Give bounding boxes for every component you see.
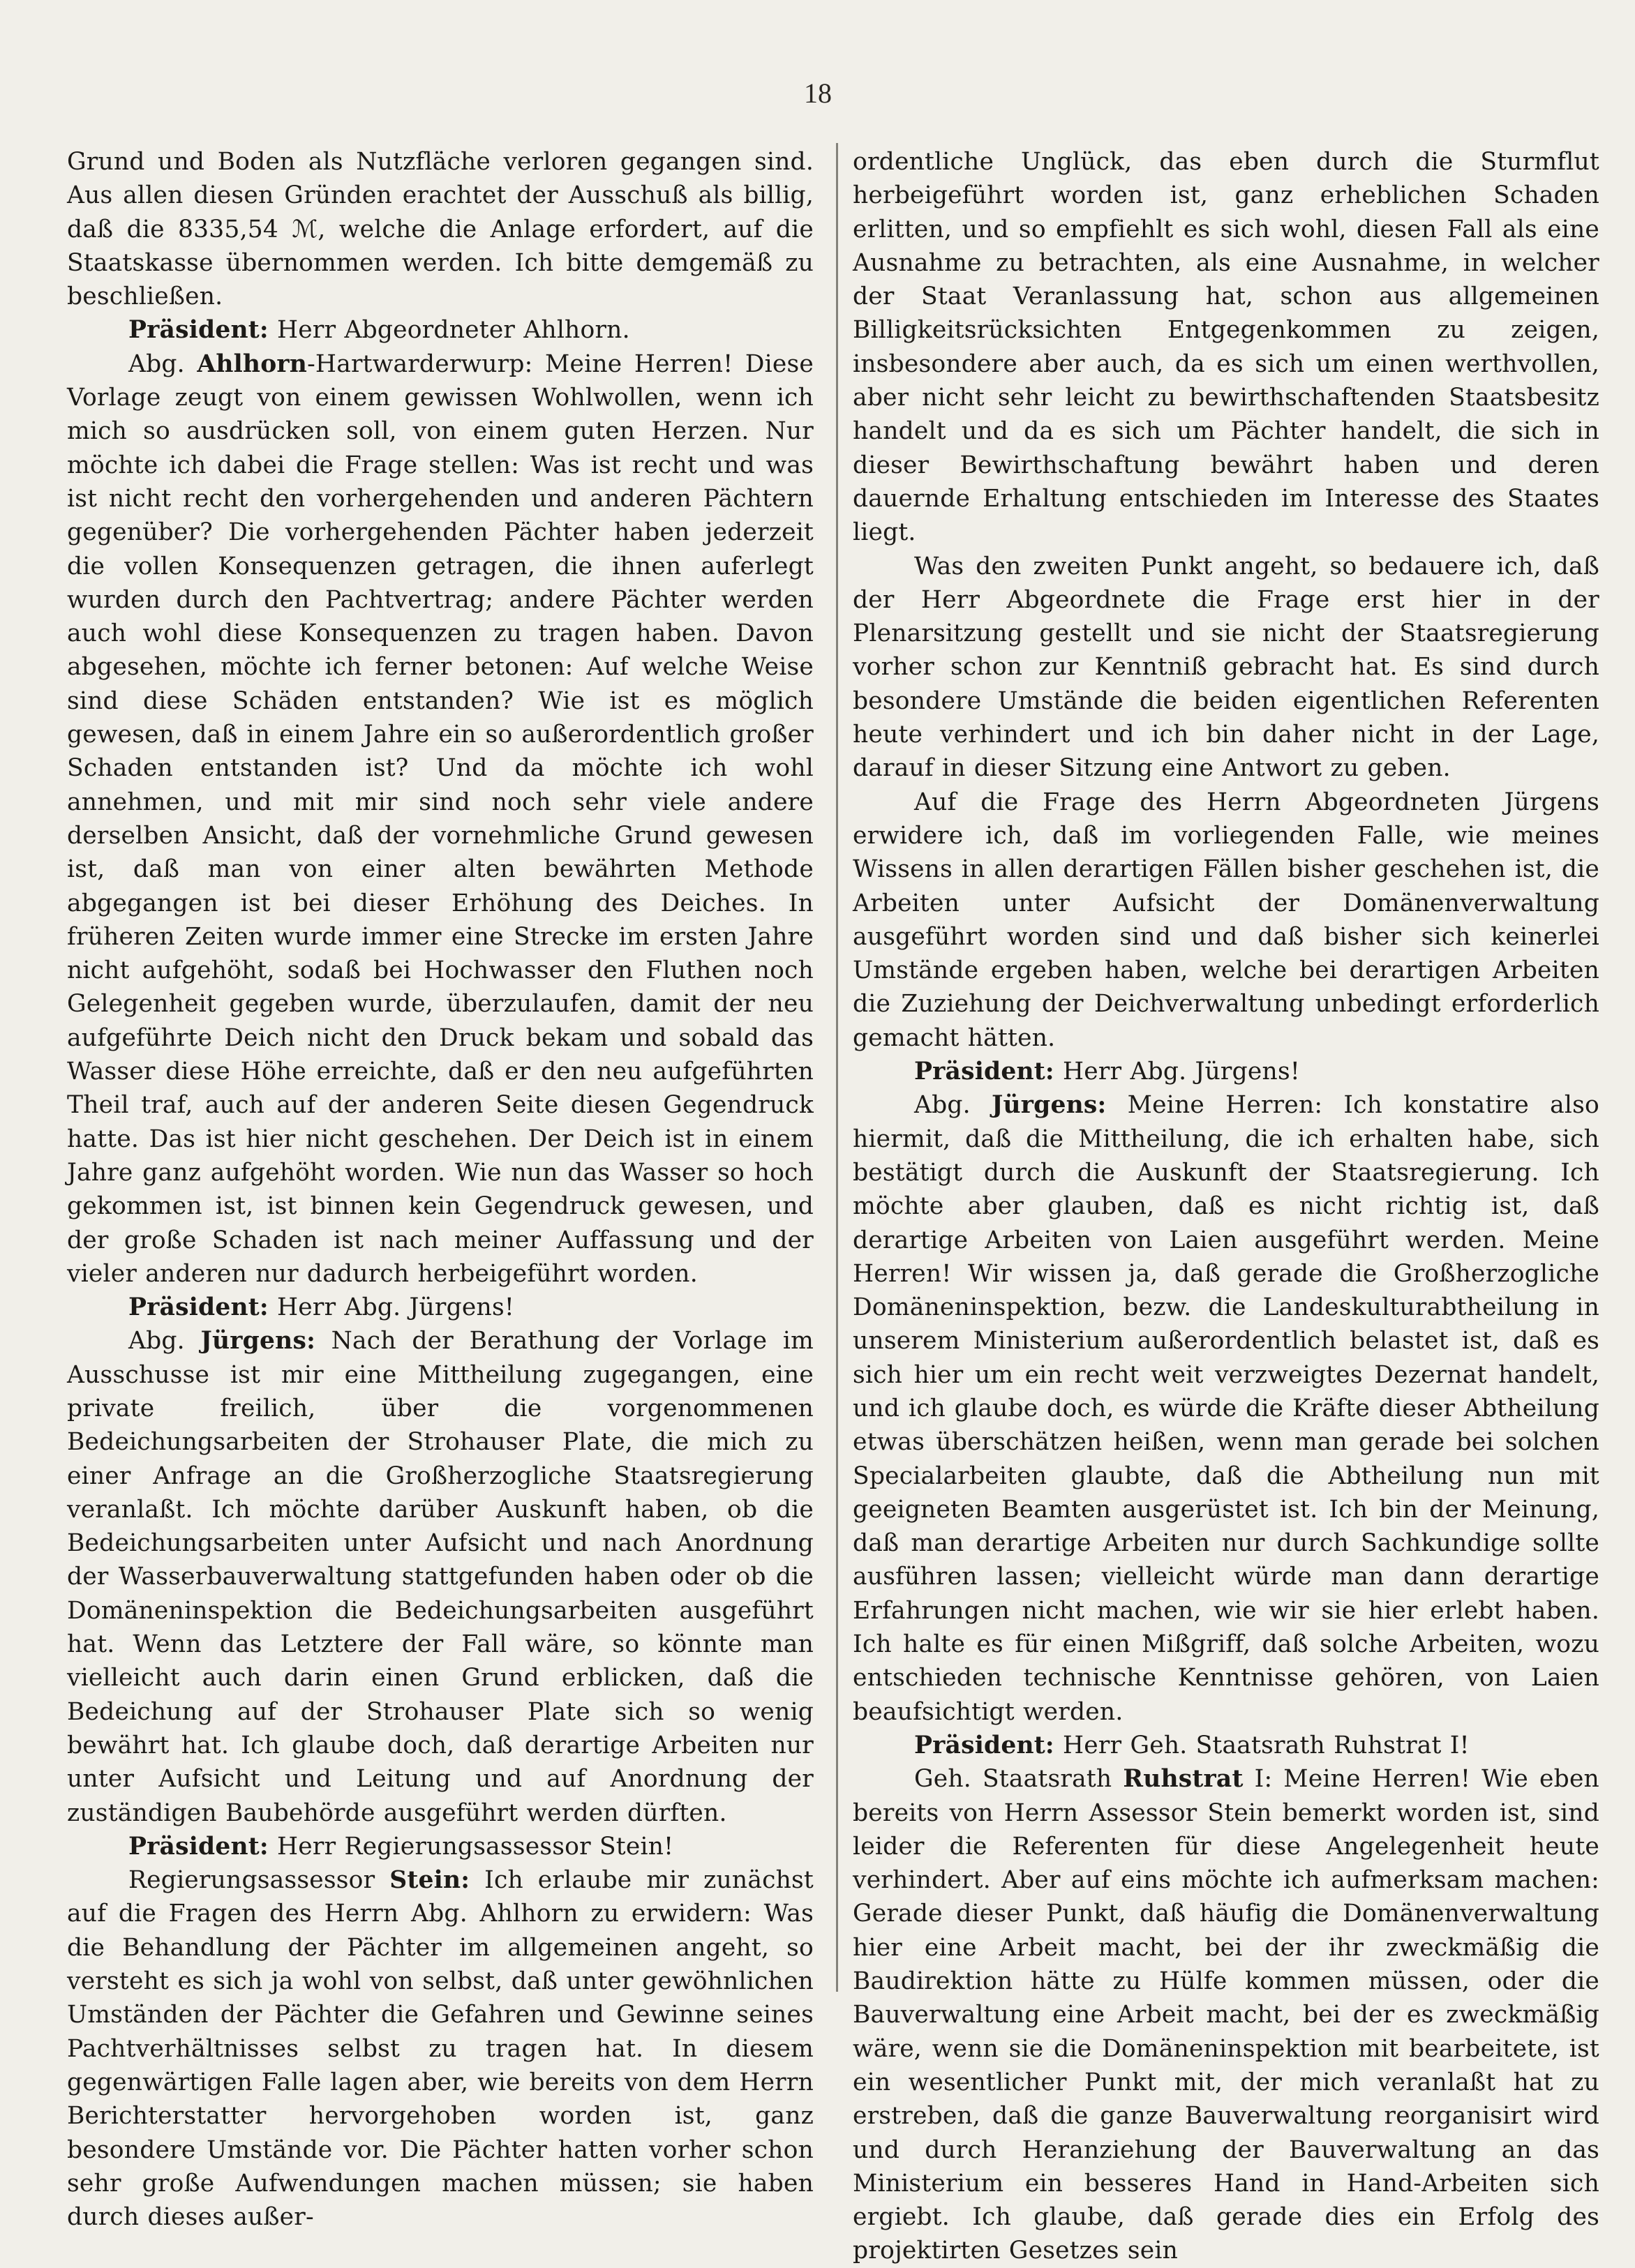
speaker-title: Abg. [128, 1327, 185, 1355]
speech-paragraph [853, 1088, 1599, 1729]
president-line [67, 313, 814, 347]
speech-text: Meine Herren: Ich konstatire also hiermit, daß die Mittheilung, die ich erhalten habe, sich bestätigt durch die Auskunft der Staatsregierung. Ich möchte aber glauben, daß es nicht richtig ist, daß derartige Arbeiten von Laien ausgeführt werden. Meine Herren! Wir wissen ja, daß gerade die Großherzogliche Domäneninspektion, bezw. die Landeskulturabtheilung in unserem Ministerium außerordentlich belastet ist, daß es sich hier um ein recht weit verzweigtes Dezernat handelt, und ich glaube doch, es würde die Kräfte dieser Abtheilung etwas überschätzen heißen, wenn man gerade bei solchen Specialarbeiten glaubte, daß die Abtheilung nun mit geeigneten Beamten ausgerüstet ist. Ich bin der Meinung, daß man derartige Arbeiten nur durch Sachkundige sollte ausführen lassen; vielleicht würde man dann derartige Erfahrungen nicht machen, wie wir sie hier erlebt haben. Ich halte es für einen Mißgriff, daß solche Arbeiten, wozu entschieden technische Kenntnisse gehören, von Laien beaufsichtigt werden. [853, 1091, 1600, 1726]
president-text: Herr Abgeordneter Ahlhorn. [277, 316, 630, 345]
speaker-name: Ahlhorn [197, 350, 308, 378]
paragraph: Was den zweiten Punkt angeht, so bedauere ich, daß der Herr Abgeordnete die Frage erst hier in der Plenarsitzung gestellt und sie nicht der Staatsregierung vorher schon zur Kenntniß gebracht hat. Es sind durch besondere Umstände die beiden eigentlichen Referenten heute verhindert und ich bin daher nicht in der Lage, darauf in dieser Sitzung eine Antwort zu geben. [853, 552, 1599, 783]
right-column [853, 145, 1599, 2268]
president-line [853, 1729, 1599, 1762]
paragraph: Grund und Boden als Nutzfläche verloren gegangen sind. Aus allen diesen Gründen erachtet der Ausschuß als billig, daß die 8335,54 ℳ, welche die Anlage erfordert, auf die Staatskasse übernommen werden. Ich bitte demgemäß zu beschließen. [67, 148, 814, 311]
speaker-title: Abg. [128, 350, 185, 378]
speaker-label: Präsident: [128, 316, 269, 345]
speaker-title: Abg. [914, 1091, 971, 1120]
page-number: 18 [804, 77, 832, 109]
president-text: Herr Geh. Staatsrath Ruhstrat I! [1063, 1731, 1470, 1759]
president-text: Herr Abg. Jürgens! [277, 1293, 514, 1322]
paragraph: Auf die Frage des Herrn Abgeordneten Jürgens erwidere ich, daß im vorliegenden Falle, wie meines Wissens in allen derartigen Fällen bisher geschehen ist, die Arbeiten unter Aufsicht der Domänenverwaltung ausgeführt worden sind und daß bisher sich keinerlei Umstände ergeben haben, welche bei derartigen Arbeiten die Zuziehung der Deichverwaltung unbedingt erforderlich gemacht hätten. [853, 788, 1599, 1052]
speaker-suffix: I: [1254, 1765, 1273, 1794]
president-line [853, 1055, 1599, 1088]
speech-text: Meine Herren! Wie eben bereits von Herrn Assessor Stein bemerkt worden ist, sind leider die Referenten für diese Angelegenheit heute verhindert. Aber auf eins möchte ich aufmerksam machen: Gerade dieser Punkt, daß häufig die Domänenverwaltung hier eine Arbeit macht, bei der ihr zweckmäßig die Baudirektion hätte zu Hülfe kommen müssen, oder die Bauverwaltung eine Arbeit macht, bei der es zweckmäßig wäre, wenn sie die Domäneninspektion mit bearbeitete, ist ein wesentlicher Punkt mit, der mich veranlaßt hat zu erstreben, daß die ganze Bauverwaltung reorganisirt wird und durch Heranziehung der Bauverwaltung an das Ministerium ein besseres Hand in Hand-Arbeiten sich ergiebt. Ich glaube, daß gerade dies ein Erfolg des projektirten Gesetzes sein [853, 1765, 1599, 2265]
speaker-name: Jürgens: [991, 1091, 1107, 1120]
speech-text: Ich erlaube mir zunächst auf die Fragen des Herrn Abg. Ahlhorn zu erwidern: Was die Behandlung der Pächter im allgemeinen angeht, so versteht es sich ja wohl von selbst, daß unter gewöhnlichen Umständen der Pächter die Gefahren und Gewinne seines Pachtverhältnisses selbst zu tragen hat. In diesem gegenwärtigen Falle lagen aber, wie bereits von dem Herrn Berichterstatter hervorgehoben worden ist, ganz besondere Umstände vor. Die Pächter hatten vorher schon sehr große Aufwendungen machen müssen; sie haben durch dieses außer- [67, 1866, 814, 2232]
speaker-title: Regierungsassessor [128, 1866, 375, 1895]
speaker-name: Stein: [389, 1866, 470, 1895]
president-text: Herr Regierungsassessor Stein! [277, 1832, 674, 1861]
speaker-suffix: -Hartwarderwurp: [307, 350, 533, 378]
speaker-label: Präsident: [914, 1731, 1054, 1759]
speaker-label: Präsident: [128, 1293, 269, 1322]
speech-text: Nach der Berathung der Vorlage im Ausschusse ist mir eine Mittheilung zugegangen, eine private freilich, über die vorgenommenen Bedeichungsarbeiten der Strohauser Plate, die mich zu einer Anfrage an die Großherzogliche Staatsregierung veranlaßt. Ich möchte darüber Auskunft haben, ob die Bedeichungsarbeiten unter Aufsicht und nach Anordnung der Wasserbauverwaltung stattgefunden haben oder ob die Domäneninspektion die Bedeichungsarbeiten ausgeführt hat. Wenn das Letztere der Fall wäre, so könnte man vielleicht auch darin einen Grund erblicken, daß die Bedeichung auf der Strohauser Plate sich so wenig bewährt hat. Ich glaube doch, daß derartige Arbeiten nur unter Aufsicht und Leitung und auf Anordnung der zuständigen Baubehörde ausgeführt werden dürften. [67, 1327, 814, 1827]
speaker-label: Präsident: [128, 1832, 269, 1861]
speaker-title: Geh. Staatsrath [914, 1765, 1112, 1794]
speech-text: Meine Herren! Diese Vorlage zeugt von einem gewissen Wohlwollen, wenn ich mich so ausdrücken soll, von einem guten Herzen. Nur möchte ich dabei die Frage stellen: Was ist recht und was ist nicht recht den vorhergehenden und anderen Pächtern gegenüber? Die vorhergehenden Pächter haben jederzeit die vollen Konsequenzen getragen, die ihnen auferlegt wurden durch den Pachtvertrag; andere Pächter werden auch wohl diese Konsequenzen zu tragen haben. Davon abgesehen, möchte ich ferner betonen: Auf welche Weise sind diese Schäden entstanden? Wie ist es möglich gewesen, daß in einem Jahre ein so außerordentlich großer Schaden entstanden ist? Und da möchte ich wohl annehmen, und mit mir sind noch sehr viele andere derselben Ansicht, daß der vornehmliche Grund gewesen ist, daß man von einer alten bewährten Methode abgegangen ist bei dieser Erhöhung des Deiches. In früheren Zeiten wurde immer eine Strecke im ersten Jahre nicht aufgehöht, sodaß bei Hochwasser den Fluthen noch Gelegenheit gegeben wurde, überzulaufen, damit der neu aufgeführte Deich nicht den Druck bekam und sobald das Wasser diese Höhe erreichte, daß er den neu aufgeführten Theil traf, auch auf der anderen Seite diesen Gegendruck hatte. Das ist hier nicht geschehen. Der Deich ist in einem Jahre ganz aufgehöht worden. Wie nun das Wasser so hoch gekommen ist, ist binnen kein Gegendruck gewesen, und der große Schaden ist nach meiner Auffassung und der vieler anderen nur dadurch herbeigeführt worden. [67, 350, 814, 1288]
speech-paragraph [853, 1762, 1599, 2267]
speaker-label: Präsident: [914, 1058, 1054, 1086]
left-column [67, 145, 814, 2234]
speaker-name: Jürgens: [200, 1327, 315, 1355]
column-divider [836, 143, 838, 1992]
president-text: Herr Abg. Jürgens! [1063, 1058, 1300, 1086]
president-line [67, 1830, 814, 1863]
speech-paragraph [67, 347, 814, 1291]
speaker-name: Ruhstrat [1123, 1765, 1244, 1794]
paragraph: ordentliche Unglück, das eben durch die Sturmflut herbeigeführt worden ist, ganz erheblichen Schaden erlitten, und so empfiehlt es sich wohl, diesen Fall als eine Ausnahme zu betrachten, als eine Ausnahme, in welcher der Staat Veranlassung hat, schon aus allgemeinen Billigkeitsrücksichten Entgegenkommen zu zeigen, insbesondere aber auch, da es sich um einen werthvollen, aber nicht sehr leicht zu bewirthschaftenden Staatsbesitz handelt und da es sich um Pächter handelt, die sich in dieser Bewirthschaftung bewährt haben und deren dauernde Erhaltung entschieden im Interesse des Staates liegt. [853, 148, 1599, 547]
president-line [67, 1291, 814, 1324]
speech-paragraph [67, 1324, 814, 1829]
